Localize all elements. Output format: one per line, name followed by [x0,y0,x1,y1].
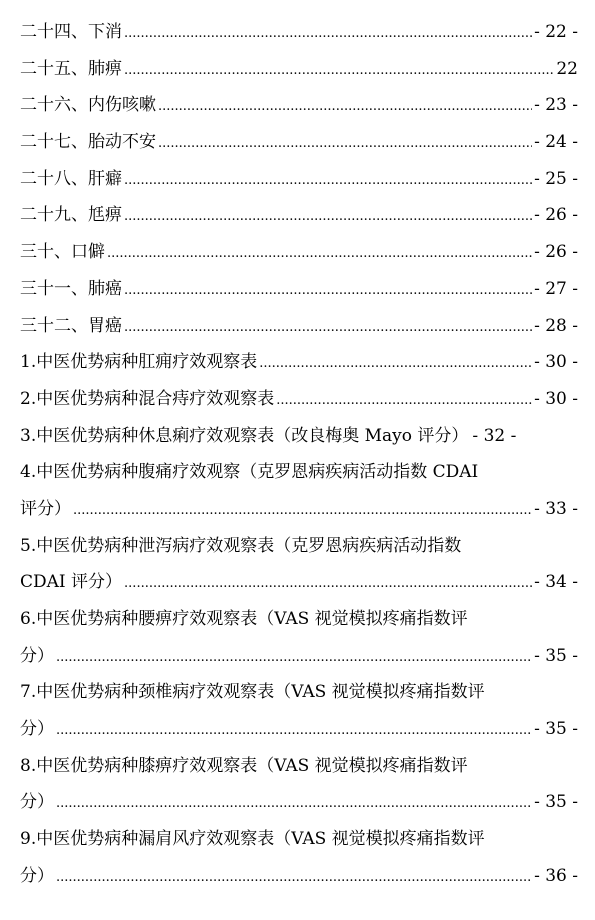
toc-entry[interactable] [20,418,578,455]
toc-entry-title-line1: 5.中医优势病种泄泻病疗效观察表（克罗恩病疾病活动指数 [20,535,462,556]
toc-entry-title-line1: 8.中医优势病种膝痹疗效观察表（VAS 视觉模拟疼痛指数评 [20,755,468,776]
toc-entry[interactable] [20,674,578,747]
toc-page-number: - 22 - [534,22,578,42]
dot-leader [158,126,532,163]
toc-entry[interactable] [20,381,578,418]
toc-entry[interactable] [20,271,578,308]
toc-page-number: - 33 - [534,498,578,519]
toc-entry-title: 三十、口僻 [20,242,105,263]
toc-entry-title: 二十五、肺痹 [20,58,122,79]
toc-page-number: - 26 - [534,242,578,263]
toc-page-number: - 35 - [534,719,578,740]
toc-entry-title: 三十一、肺癌 [20,278,122,299]
toc-entry-title: 2.中医优势病种混合痔疗效观察表 [20,388,275,409]
toc-entry[interactable] [20,87,578,124]
toc-entry-title-line2: 分） [20,645,54,666]
toc-entry[interactable] [20,344,578,381]
dot-leader [56,786,532,823]
dot-leader [124,199,532,236]
dot-leader [276,383,532,420]
toc-entry[interactable] [20,601,578,674]
toc-entry-title: 1.中医优势病种肛痈疗效观察表 [20,352,258,373]
toc-entry-title-line1: 4.中医优势病种腹痛疗效观察（克罗恩病疾病活动指数 CDAI [20,462,479,483]
toc-entry[interactable] [20,821,578,894]
dot-leader [158,89,532,126]
toc-entry[interactable] [20,197,578,234]
dot-leader [124,566,532,603]
toc-entry[interactable] [20,234,578,271]
dot-leader [124,273,532,310]
toc-entry-title: 二十七、胎动不安 [20,132,156,153]
toc-entry-title-line1: 7.中医优势病种颈椎病疗效观察表（VAS 视觉模拟疼痛指数评 [20,682,485,703]
toc-entry-title: 三十二、胃癌 [20,315,122,336]
toc-entry-title: 二十八、肝癖 [20,168,122,189]
toc-entry[interactable] [20,124,578,161]
toc-entry[interactable] [20,748,578,821]
toc-entry[interactable] [20,454,578,527]
table-of-contents [20,14,578,895]
toc-entry[interactable] [20,51,578,88]
dot-leader [124,163,532,200]
toc-entry[interactable] [20,528,578,601]
toc-page-number: 22 [556,58,578,79]
toc-entry[interactable] [20,308,578,345]
toc-entry[interactable] [20,161,578,198]
toc-entry-title: 3.中医优势病种休息痢疗效观察表（改良梅奥 Mayo 评分） [20,425,469,446]
toc-entry-title-line2: 分） [20,792,54,813]
toc-page-number: - 34 - [534,572,578,593]
toc-entry-title-line2: CDAI 评分） [20,572,123,593]
toc-page-number: - 36 - [534,865,578,886]
toc-entry-title-line1: 6.中医优势病种腰痹疗效观察表（VAS 视觉模拟疼痛指数评 [20,609,468,629]
dot-leader [124,310,532,347]
toc-page-number: - 28 - [534,315,578,336]
dot-leader [124,16,532,53]
toc-page-number: - 24 - [534,132,578,153]
dot-leader [73,493,532,530]
toc-page-number: - 25 - [534,168,578,189]
dot-leader [259,346,532,383]
toc-entry-title: 二十六、内伤咳嗽 [20,95,156,116]
toc-entry-title: 二十九、尪痹 [20,205,122,226]
toc-entry[interactable] [20,14,578,51]
toc-page-number: - 27 - [534,278,578,299]
toc-page-number: - 35 - [534,645,578,666]
toc-entry-title-line1: 9.中医优势病种漏肩风疗效观察表（VAS 视觉模拟疼痛指数评 [20,829,485,850]
dot-leader [56,860,532,897]
dot-leader [56,640,532,677]
dot-leader [124,53,554,90]
toc-entry-title: 二十四、下消 [20,22,122,42]
dot-leader [56,713,532,750]
toc-entry-title-line2: 评分） [20,498,71,519]
toc-page-number: - 32 - [472,425,517,446]
toc-entry-title-line2: 分） [20,719,54,740]
toc-page-number: - 30 - [534,352,578,373]
toc-page-number: - 35 - [534,792,578,813]
toc-page-number: - 26 - [534,205,578,226]
toc-entry-title-line2: 分） [20,865,54,886]
dot-leader [107,236,532,273]
toc-page-number: - 23 - [534,95,578,116]
toc-page-number: - 30 - [534,388,578,409]
